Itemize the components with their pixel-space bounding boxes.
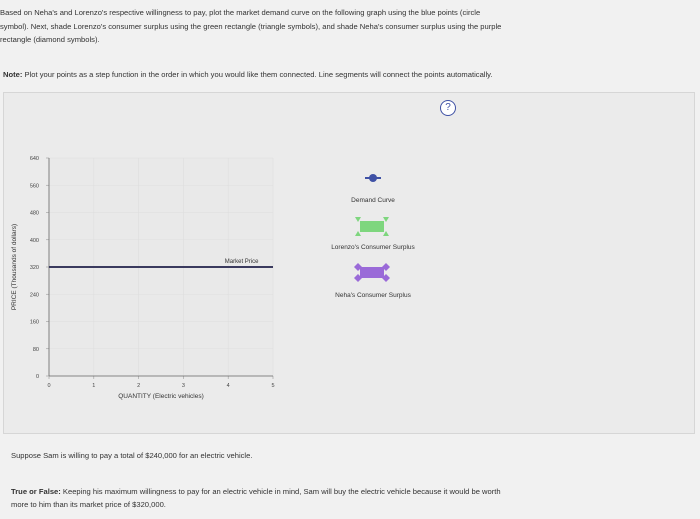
y-tick-label: 480 xyxy=(29,210,39,217)
neha-surplus-tool[interactable] xyxy=(354,263,390,282)
x-axis-title: QUANTITY (Electric vehicles) xyxy=(118,393,204,400)
y-tick-label: 0 xyxy=(35,374,39,380)
question-2-line-1: Keeping his maximum willingness to pay for an electric vehicle in mind, Sam will buy the electric vehicle because it would be worth xyxy=(60,487,501,496)
x-tick-label: 1 xyxy=(92,383,96,389)
neha-surplus-label: Neha's Consumer Surplus xyxy=(335,292,411,299)
instructions-line-2: symbol). Next, shade Lorenzo's consumer surplus using the green rectangle (triangle symbols), and shade Neha's consumer surplus using the purple xyxy=(0,21,502,31)
y-tick-label: 320 xyxy=(29,265,39,271)
instructions-line-1: Based on Neha's and Lorenzo's respective willingness to pay, plot the market demand curve on the following graph using the blue points (circle xyxy=(0,8,481,17)
note-label: Note: xyxy=(3,70,23,79)
question-2-line-2: more to him than its market price of $320,000. xyxy=(11,499,166,509)
note xyxy=(3,70,493,79)
instructions xyxy=(0,6,690,47)
note-text: Plot your points as a step function in the order in which you would like them connected. Line segments will connect the points automatically. xyxy=(24,70,493,79)
x-tick-label: 2 xyxy=(137,383,141,389)
y-tick-label: 240 xyxy=(29,292,39,299)
x-tick-label: 3 xyxy=(181,383,185,389)
y-tick-label: 400 xyxy=(29,237,39,244)
y-tick-label: 160 xyxy=(29,319,39,326)
x-tick-label: 0 xyxy=(47,383,51,389)
lorenzo-surplus-label: Lorenzo's Consumer Surplus xyxy=(331,244,415,251)
graph-canvas[interactable] xyxy=(4,93,694,433)
market-price-label: Market Price xyxy=(224,259,259,265)
neha-tool-rect xyxy=(360,267,384,278)
question-2-prefix: True or False: xyxy=(11,487,61,496)
graph-panel xyxy=(3,92,695,434)
question-1-text: Suppose Sam is willing to pay a total of $240,000 for an electric vehicle. xyxy=(11,451,253,460)
demand-curve-label: Demand Curve xyxy=(351,197,395,204)
demand-tool-circle-icon[interactable] xyxy=(369,174,377,182)
x-tick-label: 5 xyxy=(271,383,275,389)
instructions-line-3: rectangle (diamond symbols). xyxy=(0,35,100,44)
y-tick-label: 640 xyxy=(29,156,39,162)
question-2 xyxy=(11,486,671,511)
y-axis-title: PRICE (Thousands of dollars) xyxy=(11,223,18,311)
help-icon[interactable]: ? xyxy=(440,100,456,116)
lorenzo-surplus-tool[interactable] xyxy=(355,217,389,236)
y-tick-label: 560 xyxy=(29,183,39,190)
lorenzo-tool-rect xyxy=(360,221,384,232)
x-tick-label: 4 xyxy=(226,383,230,389)
y-tick-label: 80 xyxy=(32,346,39,353)
demand-curve-tool[interactable] xyxy=(365,174,381,182)
